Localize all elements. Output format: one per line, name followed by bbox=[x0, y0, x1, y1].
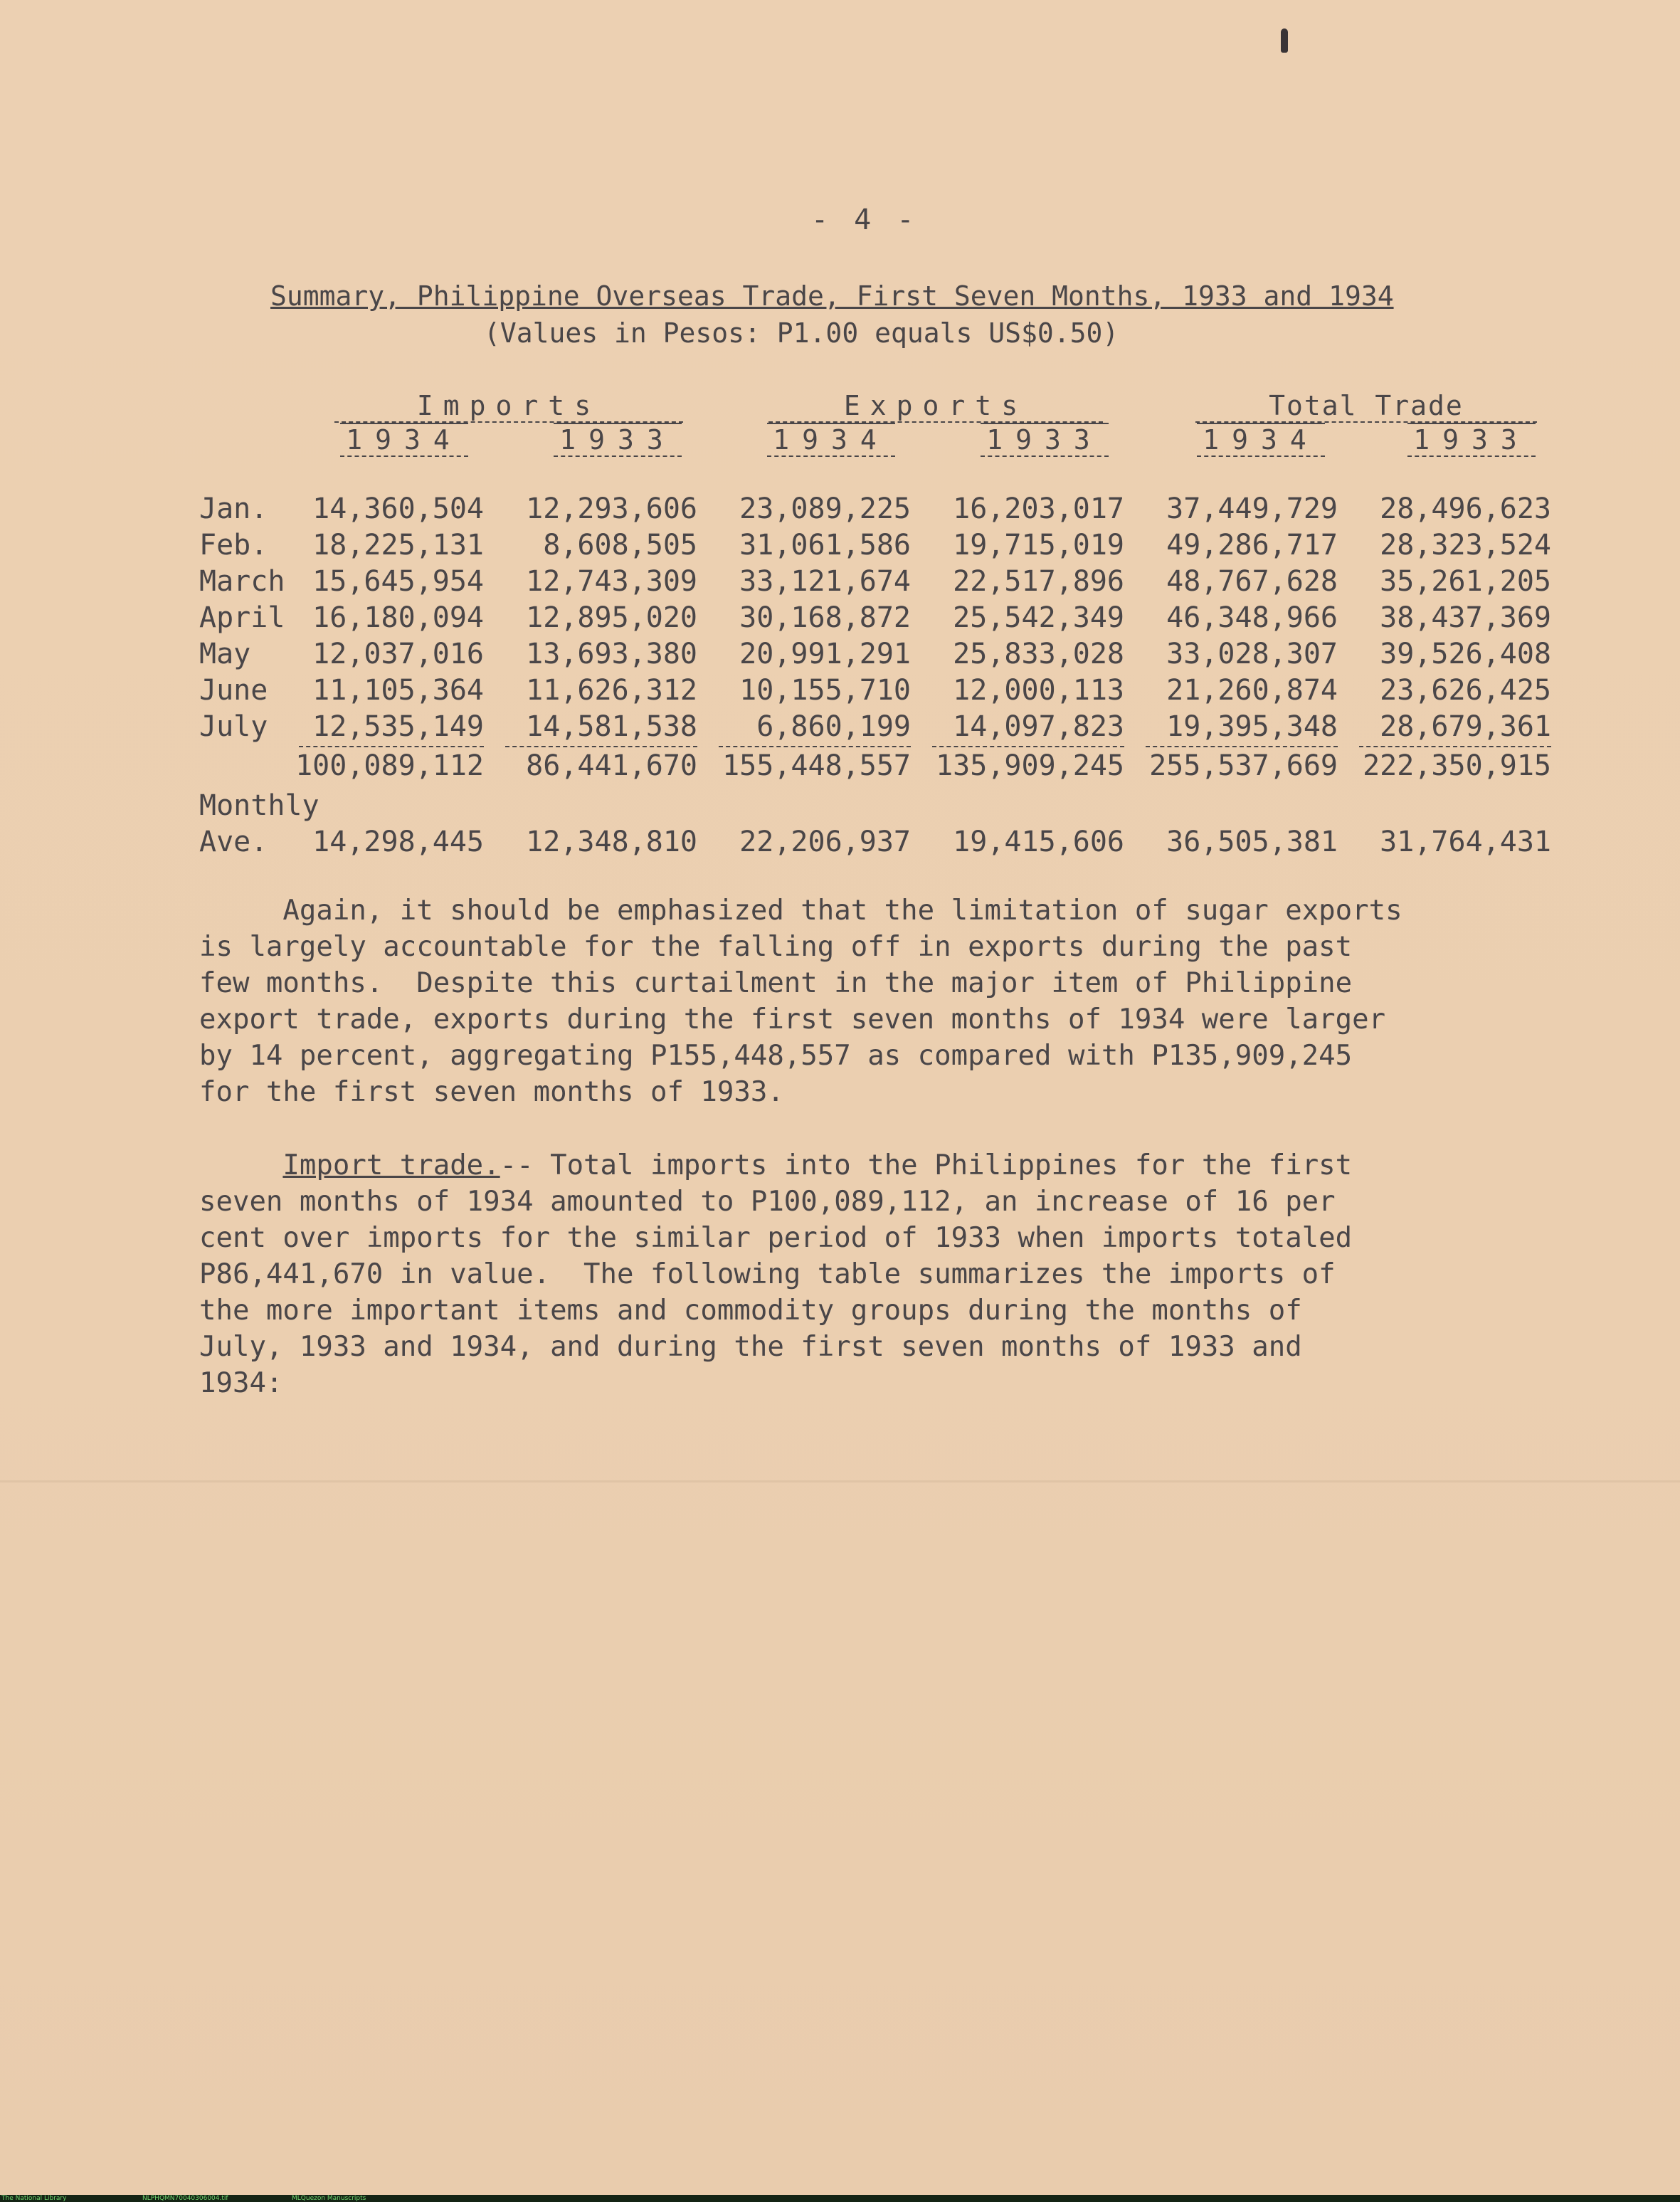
cell: 48,767,628 bbox=[1166, 565, 1338, 598]
cell: 12,037,016 bbox=[312, 638, 484, 670]
cell: 14,360,504 bbox=[312, 492, 484, 525]
total-cell: 155,448,557 bbox=[722, 749, 911, 782]
cell: 28,679,361 bbox=[1380, 710, 1551, 743]
cell: 38,437,369 bbox=[1380, 601, 1551, 634]
cell: 25,833,028 bbox=[953, 638, 1124, 670]
cell: 12,000,113 bbox=[953, 674, 1124, 707]
year-exports-1934: 1934 bbox=[767, 423, 895, 457]
cell: 15,645,954 bbox=[312, 565, 484, 598]
cell: 28,496,623 bbox=[1380, 492, 1551, 525]
year-exports-1933: 1933 bbox=[981, 423, 1109, 457]
cell: 31,061,586 bbox=[739, 529, 911, 562]
row-label: March bbox=[199, 565, 285, 598]
year-total-1933: 1933 bbox=[1407, 423, 1536, 457]
group-imports: Imports bbox=[334, 390, 683, 423]
cell: 25,542,349 bbox=[953, 601, 1124, 634]
cell: 14,581,538 bbox=[526, 710, 697, 743]
total-cell: 100,089,112 bbox=[295, 749, 484, 782]
total-underline bbox=[1359, 746, 1551, 747]
cell: 49,286,717 bbox=[1166, 529, 1338, 562]
cell: 21,260,874 bbox=[1166, 674, 1338, 707]
total-underline bbox=[719, 746, 911, 747]
cell: 12,293,606 bbox=[526, 492, 697, 525]
page-number: - 4 - bbox=[811, 204, 919, 236]
row-label: June bbox=[199, 674, 268, 707]
cell: 19,715,019 bbox=[953, 529, 1124, 562]
footer-collection: MLQuezon Manuscripts bbox=[292, 2195, 366, 2202]
cell: 12,743,309 bbox=[526, 565, 697, 598]
total-cell: 135,909,245 bbox=[936, 749, 1124, 782]
cell: 30,168,872 bbox=[739, 601, 911, 634]
total-underline bbox=[299, 746, 484, 747]
cell: 11,626,312 bbox=[526, 674, 697, 707]
total-cell: 255,537,669 bbox=[1149, 749, 1338, 782]
cell: 19,395,348 bbox=[1166, 710, 1338, 743]
cell: 14,097,823 bbox=[953, 710, 1124, 743]
group-exports: Exports bbox=[768, 390, 1103, 423]
average-cell: 14,298,445 bbox=[312, 826, 484, 858]
total-underline bbox=[1146, 746, 1338, 747]
average-cell: 22,206,937 bbox=[739, 826, 911, 858]
cell: 6,860,199 bbox=[756, 710, 911, 743]
table-title: Summary, Philippine Overseas Trade, First Seven Months, 1933 and 1934 bbox=[270, 280, 1394, 312]
import-trade-heading: Import trade. bbox=[282, 1149, 500, 1181]
cell: 22,517,896 bbox=[953, 565, 1124, 598]
paragraph-import-trade: seven months of 1934 amounted to P100,089,112, an increase of 16 per cent over imports for the similar period of 1933 when imports totaled P86,441,670 in value. The following table summarizes the imports of the more important items and commodity groups during the months of July, 1933 and 1934, and during the first seven months of 1933 and 1934: bbox=[199, 1186, 1353, 1399]
total-cell: 86,441,670 bbox=[526, 749, 697, 782]
table-subtitle: (Values in Pesos: P1.00 equals US$0.50) bbox=[484, 317, 1119, 349]
row-label: July bbox=[199, 710, 268, 743]
cell: 35,261,205 bbox=[1380, 565, 1551, 598]
average-cell: 12,348,810 bbox=[526, 826, 697, 858]
footer-file: NLPHQMN70040306004.tif bbox=[142, 2195, 228, 2202]
cell: 33,121,674 bbox=[739, 565, 911, 598]
average-cell: 19,415,606 bbox=[953, 826, 1124, 858]
cell: 11,105,364 bbox=[312, 674, 484, 707]
cell: 18,225,131 bbox=[312, 529, 484, 562]
cell: 37,449,729 bbox=[1166, 492, 1338, 525]
group-total-trade: Total Trade bbox=[1195, 390, 1537, 423]
cell: 20,991,291 bbox=[739, 638, 911, 670]
cell: 33,028,307 bbox=[1166, 638, 1338, 670]
cell: 12,895,020 bbox=[526, 601, 697, 634]
cell: 46,348,966 bbox=[1166, 601, 1338, 634]
average-cell: 31,764,431 bbox=[1380, 826, 1551, 858]
year-imports-1933: 1933 bbox=[554, 423, 682, 457]
year-total-1934: 1934 bbox=[1197, 423, 1325, 457]
total-underline bbox=[505, 746, 697, 747]
paragraph-import-trade-first-line bbox=[199, 1147, 1537, 1184]
cell: 13,693,380 bbox=[526, 638, 697, 670]
row-label: May bbox=[199, 638, 251, 670]
import-trade-first-line: -- Total imports into the Philippines for the first bbox=[500, 1149, 1353, 1181]
average-label: Monthly bbox=[199, 789, 319, 822]
ink-mark bbox=[1281, 28, 1288, 53]
cell: 28,323,524 bbox=[1380, 529, 1551, 562]
cell: 16,180,094 bbox=[312, 601, 484, 634]
archive-footer bbox=[0, 2195, 1680, 2202]
year-imports-1934: 1934 bbox=[340, 423, 468, 457]
row-label: Jan. bbox=[199, 492, 268, 525]
cell: 23,089,225 bbox=[739, 492, 911, 525]
row-label: Feb. bbox=[199, 529, 268, 562]
average-cell: 36,505,381 bbox=[1166, 826, 1338, 858]
total-cell: 222,350,915 bbox=[1363, 749, 1551, 782]
cell: 12,535,149 bbox=[312, 710, 484, 743]
row-label: April bbox=[199, 601, 285, 634]
average-label: Ave. bbox=[199, 826, 268, 858]
fold-line bbox=[0, 1480, 1680, 1482]
cell: 10,155,710 bbox=[739, 674, 911, 707]
cell: 39,526,408 bbox=[1380, 638, 1551, 670]
cell: 23,626,425 bbox=[1380, 674, 1551, 707]
total-underline bbox=[932, 746, 1124, 747]
cell: 8,608,505 bbox=[543, 529, 697, 562]
paragraph-sugar-exports: Again, it should be emphasized that the limitation of sugar exports is largely accountable for the falling off in exports during the past few months. Despite this curtailment in the major item of Philippine export trade, exports during the first seven months of 1934 were larger by 14 percent, aggregating P155,448,557 as compared with P135,909,245 for the first seven months of 1933. bbox=[199, 895, 1402, 1108]
cell: 16,203,017 bbox=[953, 492, 1124, 525]
footer-library: The National Library bbox=[1, 2195, 67, 2202]
